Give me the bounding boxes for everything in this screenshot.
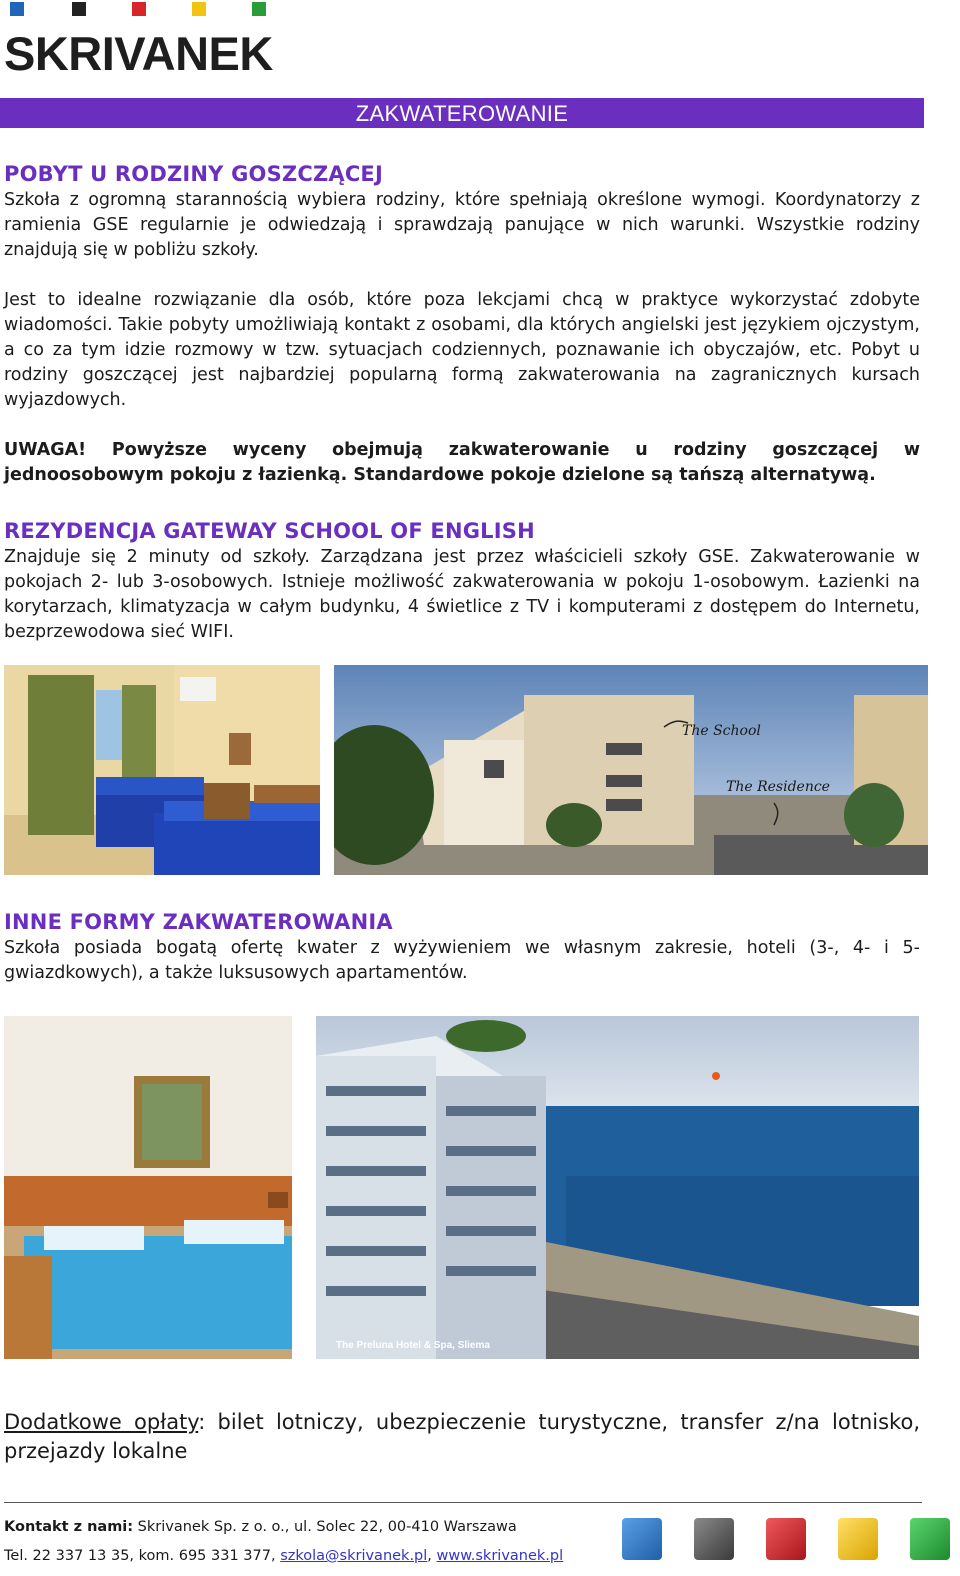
residence-paragraph: Znajduje się 2 minuty od szkoły. Zarządzana jest przez właścicieli szkoły GSE. Zakwaterowanie w pokojach 2- lub 3-osobowych. Istnieje możliwość zakwaterowania w pokoju 1-osobowym. Łazienki na korytarzach, klimatyzacja w całym budynku, 4 świetlice z TV i komputerami z dostępem do Internetu, bezprzewodowa sieć WIFI. [4, 547, 920, 642]
contact-line-2 [4, 1547, 563, 1565]
other-accommodation-paragraph: Szkoła posiada bogatą ofertę kwater z wyżywieniem we własnym zakresie, hoteli (3-, 4- i 5-gwiazdkowych), a także luksusowych apartamentów. [4, 938, 920, 983]
hotel-exterior-photo [316, 1016, 919, 1359]
host-family-heading: POBYT U RODZINY GOSZCZĄCEJ [4, 162, 383, 186]
hotel-caption: The Preluna Hotel & Spa, Sliema [336, 1340, 490, 1351]
section-banner [0, 98, 924, 128]
footer-cubes [618, 1514, 958, 1576]
logo-brand-text: SKRIVANEK [4, 27, 273, 80]
contact-phone: Tel. 22 337 13 35, kom. 695 331 377, [4, 1548, 281, 1564]
residence-section [4, 517, 920, 645]
school-label: The School [682, 723, 761, 739]
host-family-section [4, 160, 920, 488]
logo-square-blue [10, 2, 24, 16]
contact-separator: , [427, 1548, 437, 1564]
additional-fees-text: : bilet lotniczy, ubezpieczenie turystyczne, transfer z/na lotnisko, przejazdy lokalne [4, 1410, 920, 1463]
other-accommodation-heading: INNE FORMY ZAKWATEROWANIA [4, 910, 393, 934]
contact-website-link[interactable]: www.skrivanek.pl [436, 1548, 564, 1564]
contact-email-link[interactable]: szkola@skrivanek.pl [280, 1548, 428, 1564]
logo-square-yellow [192, 2, 206, 16]
host-family-paragraph-1: Szkoła z ogromną starannością wybiera rodziny, które spełniają określone wymogi. Koordynatorzy z ramienia GSE regularnie je odwiedzają i sprawdzają panujące w nich warunki. Wszystkie rodziny znajdują się w pobliżu szkoły. [4, 190, 920, 260]
host-family-paragraph-2: Jest to idealne rozwiązanie dla osób, które poza lekcjami chcą w praktyce wykorzystać zdobyte wiadomości. Takie pobyty umożliwiają kontakt z osobami, dla których angielski jest językiem ojczystym, a co za tym idzie rozmowy w tzw. sytuacjach codziennych, poznawanie ich obyczajów, etc. Pobyt u rodziny goszczącej jest najbardziej popularną formą zakwaterowania na zagranicznych kursach wyjazdowych. [4, 290, 920, 410]
footer-divider [4, 1502, 922, 1503]
additional-fees-label: Dodatkowe opłaty [4, 1410, 199, 1434]
footer-cube-green [910, 1518, 950, 1560]
footer-cube-blue [622, 1518, 662, 1560]
footer-cube-grey [694, 1518, 734, 1560]
other-accommodation-section [4, 908, 920, 986]
logo-square-black [72, 2, 86, 16]
host-family-note: UWAGA! Powyższe wyceny obejmują zakwaterowanie u rodziny goszczącej w jednoosobowym pokoju z łazienką. Standardowe pokoje dzielone są tańszą alternatywą. [4, 440, 920, 485]
logo-square-green [252, 2, 266, 16]
residence-bedroom-photo [4, 665, 320, 875]
contact-label: Kontakt z nami: [4, 1519, 134, 1535]
residence-label: The Residence [726, 779, 830, 795]
contact-address: Skrivanek Sp. z o. o., ul. Solec 22, 00-410 Warszawa [133, 1519, 517, 1535]
footer-cube-red [766, 1518, 806, 1560]
banner-title: ZAKWATEROWANIE [355, 101, 569, 126]
contact-line-1 [4, 1518, 517, 1536]
skrivanek-logo [4, 2, 274, 80]
residence-heading: REZYDENCJA GATEWAY SCHOOL OF ENGLISH [4, 519, 535, 543]
additional-fees [4, 1408, 920, 1466]
logo-square-red [132, 2, 146, 16]
footer-cube-yellow [838, 1518, 878, 1560]
school-and-residence-photo [334, 665, 928, 875]
hotel-room-photo [4, 1016, 292, 1359]
